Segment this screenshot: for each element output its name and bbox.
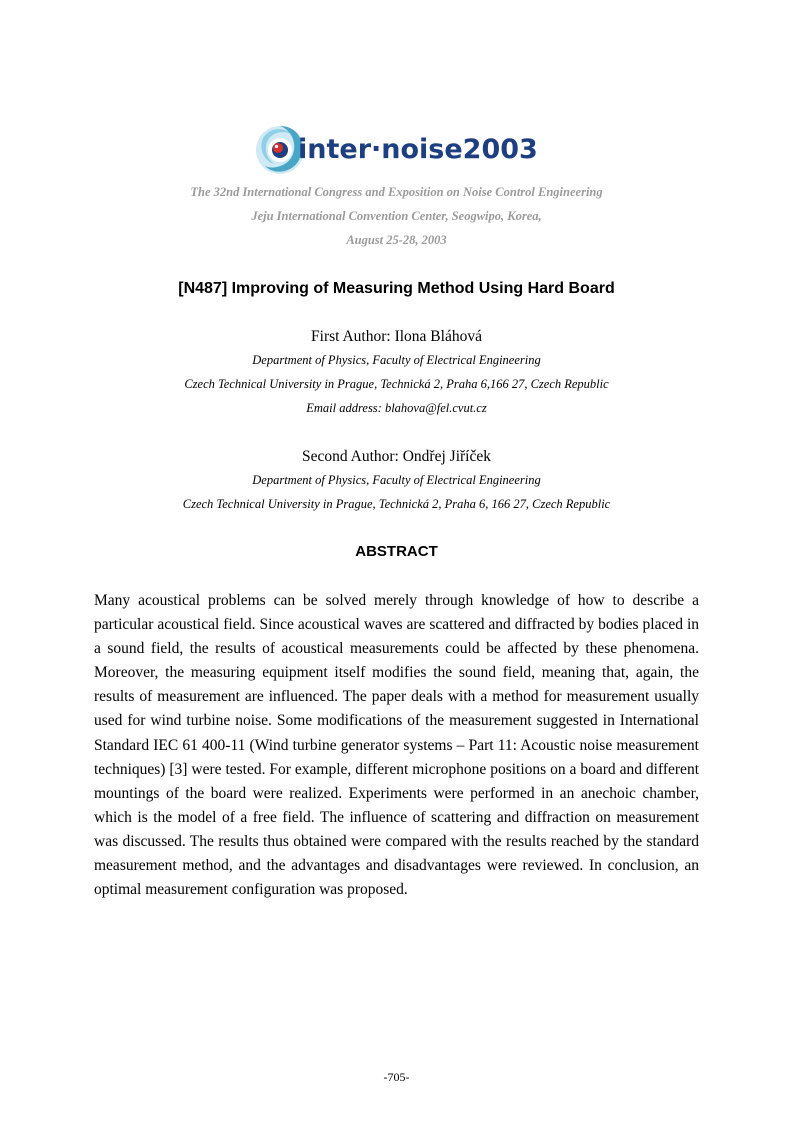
logo-wordmark: inter·noise2003 [298, 134, 538, 165]
page-number: -705- [383, 1070, 410, 1084]
first-author-institution: Czech Technical University in Prague, Technická 2, Praha 6,166 27, Czech Republic [184, 377, 609, 391]
conference-name: The 32nd International Congress and Exposition on Noise Control Engineering [190, 185, 603, 199]
conference-logo [253, 120, 543, 178]
second-author-institution: Czech Technical University in Prague, Technická 2, Praha 6, 166 27, Czech Republic [182, 497, 611, 511]
paper-title: [N487] Improving of Measuring Method Using Hard Board [178, 280, 615, 297]
first-author-email: Email address: blahova@fel.cvut.cz [306, 401, 487, 415]
first-author-name: First Author: Ilona Bláhová [311, 328, 482, 345]
first-author-department: Department of Physics, Faculty of Electrical Engineering [252, 353, 541, 367]
second-author-department: Department of Physics, Faculty of Electrical Engineering [252, 473, 541, 487]
abstract-body: Many acoustical problems can be solved merely through knowledge of how to describe a particular acoustical field. Since acoustical waves are scattered and diffracted by bodies placed in a sound field, the results of acoustical measurements could be affected by these phenomena. Moreover, the measuring equipment itself modifies the sound field, meaning that, again, the results of measurement are influenced. The paper deals with a method for measurement usually used for wind turbine noise. Some modifications of the measurement suggested in International Standard IEC 61 400-11 (Wind turbine generator systems – Part 11: Acoustic noise measurement techniques) [3] were tested. For example, different microphone positions on a board and different mountings of the board were realized. Experiments were performed in an anechoic chamber, which is the model of a free field. The influence of scattering and diffraction on measurement was discussed. The results thus obtained were compared with the results reached by the standard measurement method, and the advantages and disadvantages were reviewed. In conclusion, an optimal measurement configuration was proposed. [94, 592, 699, 899]
second-author-name: Second Author: Ondřej Jiříček [302, 448, 491, 465]
conference-venue: Jeju International Convention Center, Seogwipo, Korea, [251, 209, 542, 223]
abstract-heading: ABSTRACT [355, 543, 438, 560]
conference-date: August 25-28, 2003 [346, 233, 447, 247]
